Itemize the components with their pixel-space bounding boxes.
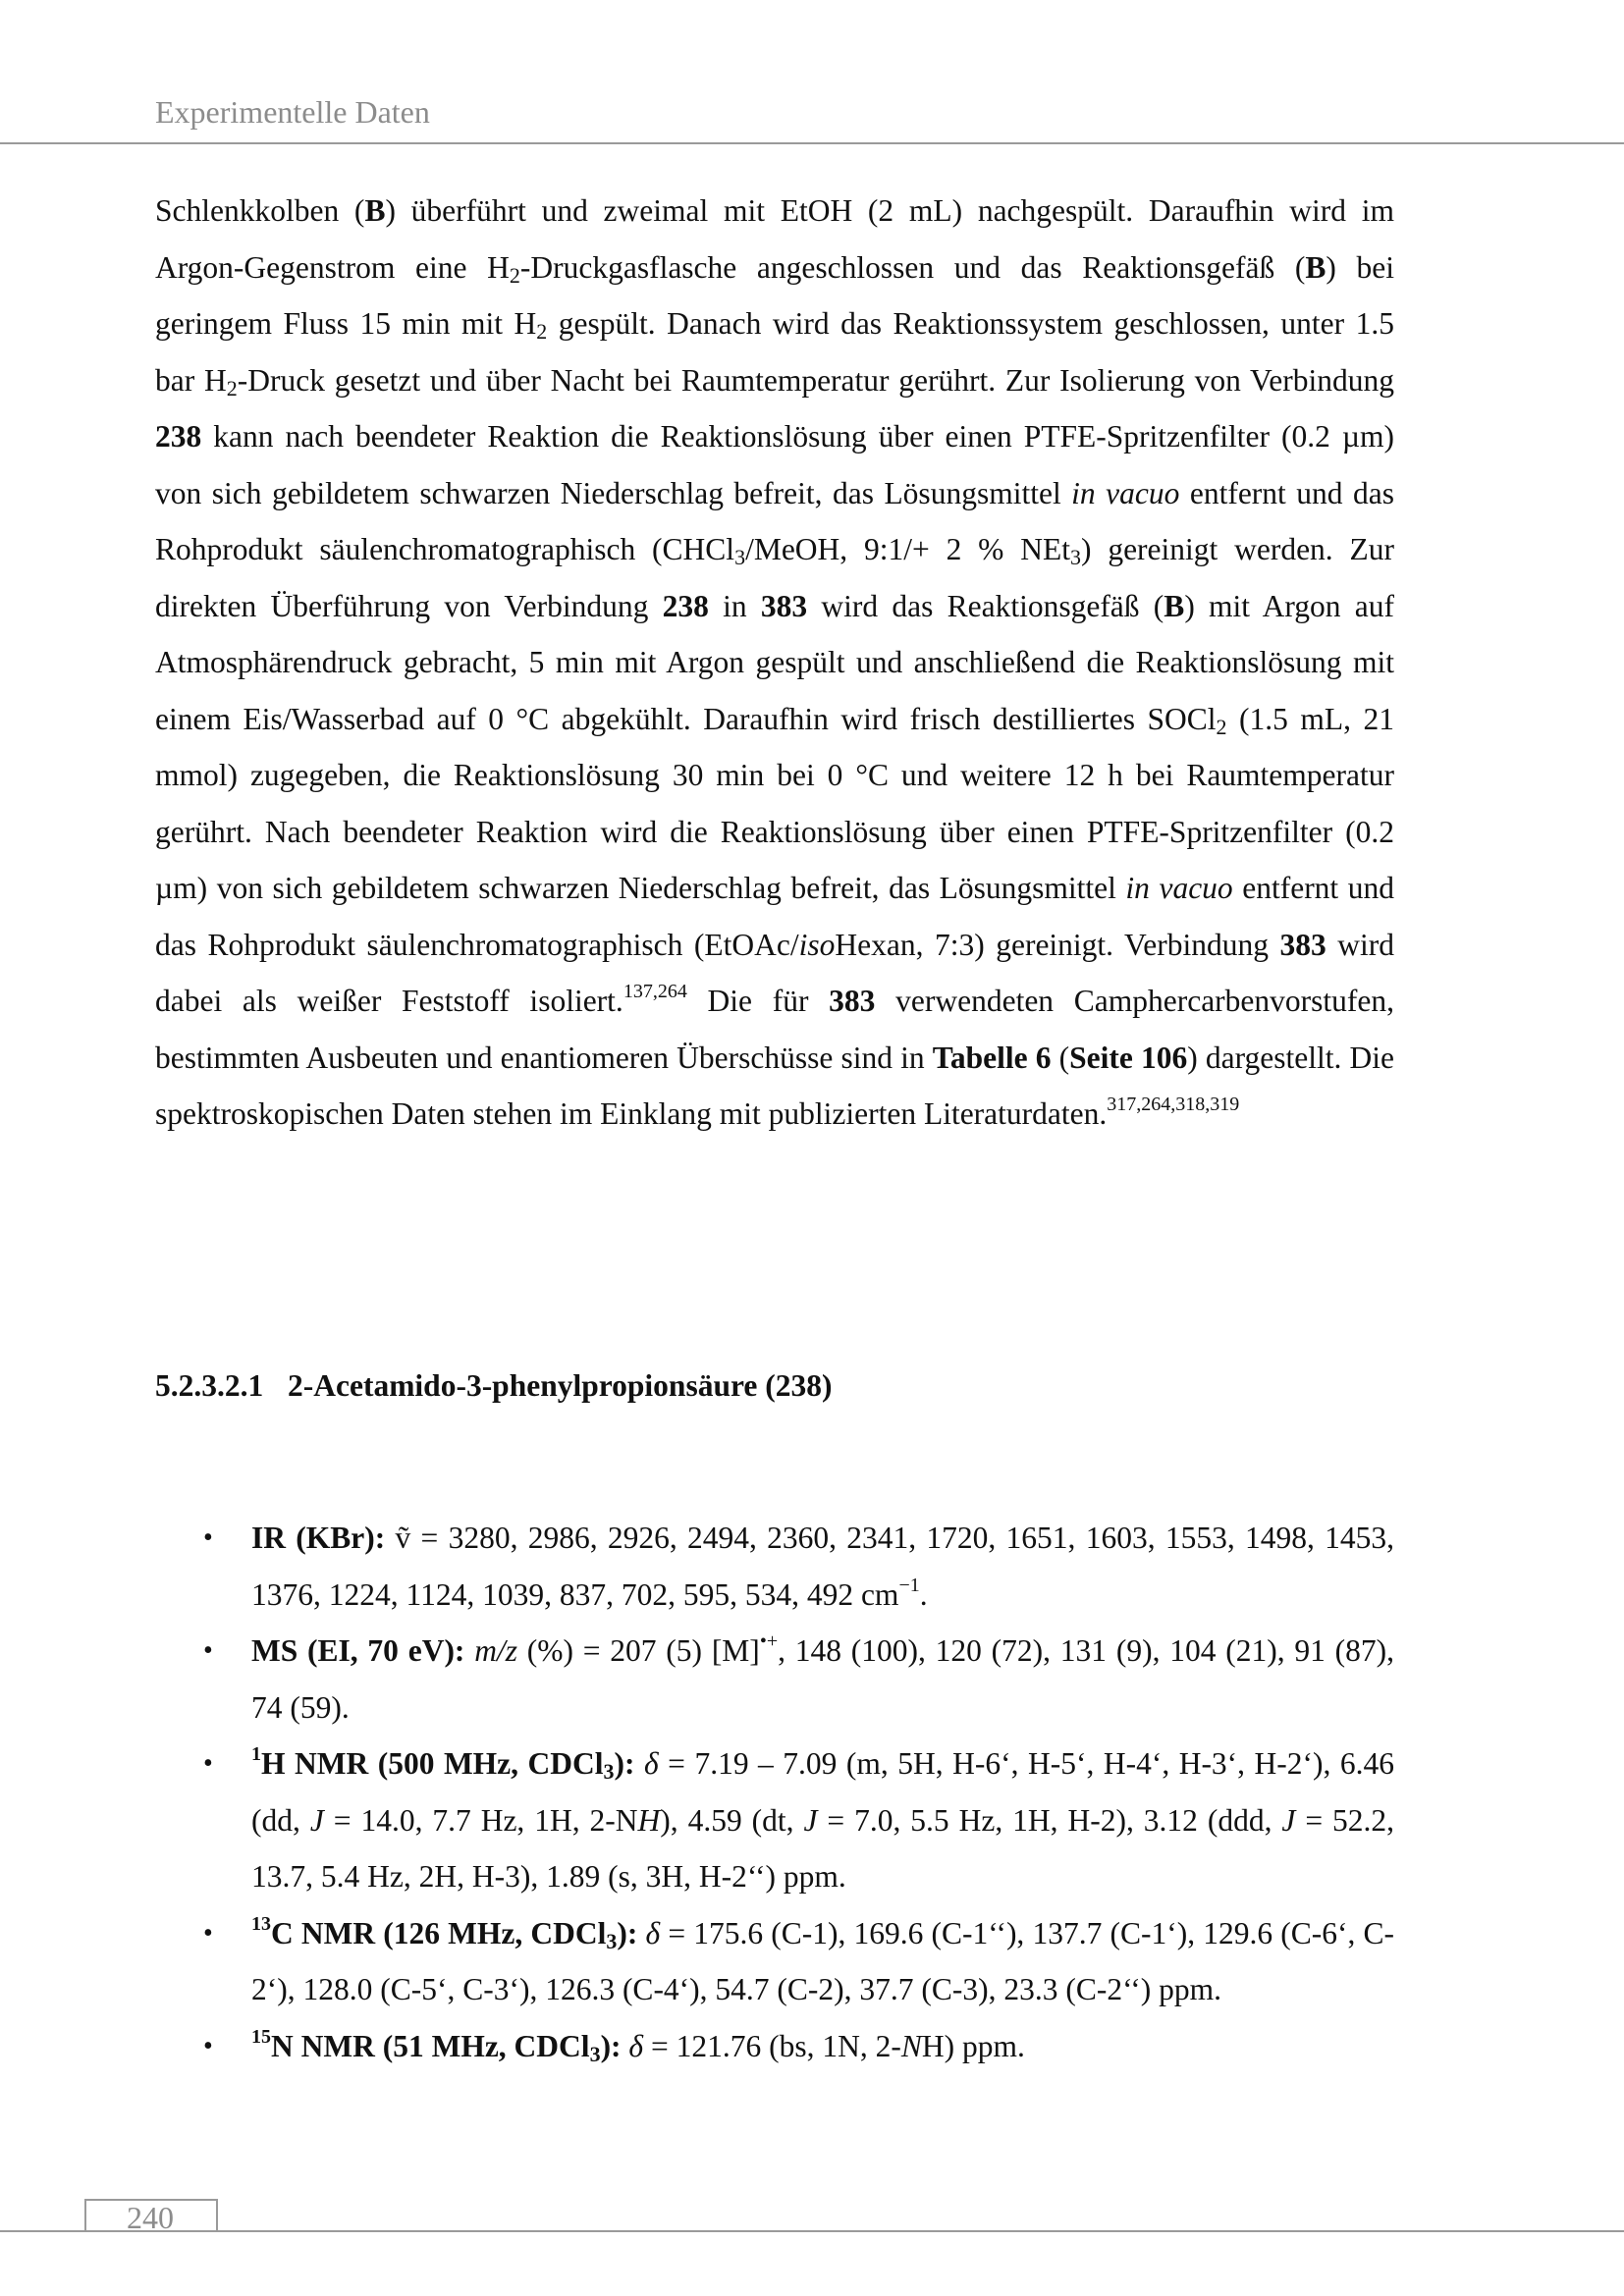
- bullet-icon: •: [203, 2030, 213, 2061]
- list-item-ir: • IR (KBr): ṽ = 3280, 2986, 2926, 2494, 2360, 2341, 1720, 1651, 1603, 1553, 1498, 1453, 1376, 1224, 1124, 1039, 837, 702, 595, 534, 492 $cm^{-1}$.: [0, 1510, 1394, 1623]
- citation-superscript: 137,264: [623, 981, 687, 1002]
- list-item-ms: • MS (EI, 70 eV): m/z (%) = 207 (5) [M]•+, 148 (100), 120 (72), 131 (9), 104 (21), 91 (87), 74 (59).: [0, 1623, 1394, 1735]
- bullet-icon: •: [203, 1748, 213, 1779]
- bullet-icon: •: [203, 1522, 213, 1553]
- section-heading: [155, 1368, 832, 1404]
- section-title: 2-Acetamido-3-phenylpropionsäure (238): [288, 1368, 833, 1403]
- table-reference: Tabelle 6: [932, 1040, 1052, 1075]
- experimental-paragraph: Schlenkkolben (B) überführt und zweimal mit EtOH (2 mL) nachgespült. Daraufhin wird im Argon-Gegenstrom eine $H_2$-Druckgasflasche angeschlossen und das Reaktionsgefäß (B) bei geringem Fluss 15 min mit $H_2$ gespült. Danach wird das Reaktionssystem geschlossen, unter 1.5 bar $H_2$-Druck gesetzt und über Nacht bei Raumtemperatur gerührt. Zur Isolierung von Verbindung 238 kann nach beendeter Reaktion die Reaktionslösung über einen PTFE-Spritzenfilter (0.2 µm) von sich gebildetem schwarzen Niederschlag befreit, das Lösungsmittel in vacuo entfernt und das Rohprodukt säulenchromatographisch (CHCl$_3$/MeOH, 9:1/+ 2 % NEt$_3$) gereinigt werden. Zur direkten Überführung von Verbindung 238 in 383 wird das Reaktionsgefäß (B) mit Argon auf Atmosphärendruck gebracht, 5 min mit Argon gespült und anschließend die Reaktionslösung mit einem Eis/Wasserbad auf 0 °C abgekühlt. Daraufhin wird frisch destilliertes SOCl$_2$ (1.5 mL, 21 mmol) zugegeben, die Reaktionslösung 30 min bei 0 °C und weitere 12 h bei Raumtemperatur gerührt. Nach beendeter Reaktion wird die Reaktionslösung über einen PTFE-Spritzenfilter (0.2 µm) von sich gebildetem schwarzen Niederschlag befreit, das Lösungsmittel in vacuo entfernt und das Rohprodukt säulenchromatographisch (EtOAc/isoHexan, 7:3) gereinigt. Verbindung 383 wird dabei als weißer Feststoff isoliert.$^{137,264}$ Die für 383 verwendeten Camphercarbenvorstufen, bestimmten Ausbeuten und enantiomeren Überschüsse sind in Tabelle 6 (Seite 106) dargestellt. Die spektroskopischen Daten stehen im Einklang mit publizierten Literaturdaten.$^{317,264,318,319}$: [155, 193, 1395, 1131]
- page-reference: Seite 106: [1069, 1040, 1188, 1075]
- section-number: 5.2.3.2.1: [155, 1368, 264, 1403]
- spectroscopic-data-list: [0, 1510, 1394, 2074]
- footer-divider: [0, 2230, 1624, 2232]
- running-header: Experimentelle Daten: [155, 94, 430, 130]
- list-item-1h-nmr: • $^1$H NMR (500 MHz, CDCl$_3$): δ = 7.19 – 7.09 (m, 5H, H-6‘, H-5‘, H-4‘, H-3‘, H-2‘), 6.46 (dd, J = 14.0, 7.7 Hz, 1H, 2-NH), 4.59 (dt, J = 7.0, 5.5 Hz, 1H, H-2), 3.12 (ddd, J = 52.2, 13.7, 5.4 Hz, 2H, H-3), 1.89 (s, 3H, H-2‘‘) ppm.: [0, 1735, 1394, 1905]
- header-divider: [0, 142, 1624, 144]
- list-item-13c-nmr: • $^{13}$C NMR (126 MHz, CDCl$_3$): δ = 175.6 (C-1), 169.6 (C-1‘‘), 137.7 (C-1‘), 129.6 (C-6‘, C-2‘), 128.0 (C-5‘, C-3‘), 126.3 (C-4‘), 54.7 (C-2), 37.7 (C-3), 23.3 (C-2‘‘) ppm.: [0, 1905, 1394, 2018]
- bullet-icon: •: [203, 1635, 213, 1666]
- bullet-icon: •: [203, 1917, 213, 1949]
- list-item-15n-nmr: • $^{15}$N NMR (51 MHz, CDCl$_3$): δ = 121.76 (bs, 1N, 2-NH) ppm.: [0, 2018, 1394, 2075]
- page-number: 240: [127, 2200, 174, 2235]
- citation-superscript: 317,264,318,319: [1107, 1094, 1240, 1115]
